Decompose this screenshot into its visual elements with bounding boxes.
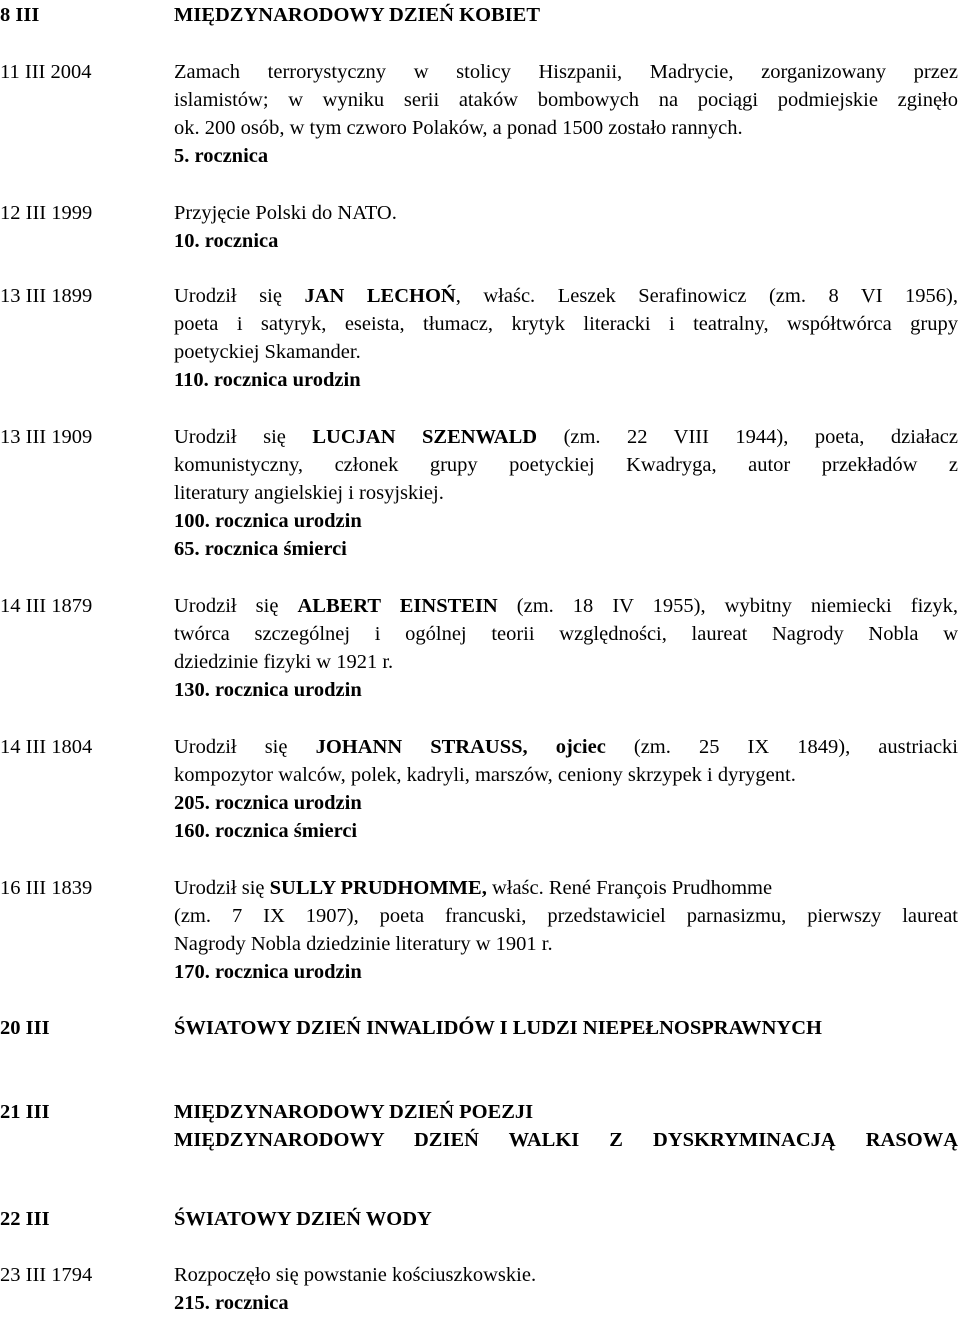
entry-text-line: Rozpoczęło się powstanie kościuszkowskie. bbox=[174, 1264, 537, 1286]
entry-date: 13 III 1909 bbox=[0, 426, 93, 448]
entry-text-line: dziedzinie fizyki w 1921 r. bbox=[174, 651, 394, 673]
entry-text-line: islamistów; w wyniku serii ataków bombowych na pociągi podmiejskie zginęło bbox=[174, 89, 958, 111]
entry-heading-second: MIĘDZYNARODOWY DZIEŃ WALKI Z DYSKRYMINACJĄ RASOWĄ bbox=[174, 1129, 958, 1151]
entry-text-line: Nagrody Nobla dziedzinie literatury w 1901 r. bbox=[174, 933, 553, 955]
entry-heading: MIĘDZYNARODOWY DZIEŃ KOBIET bbox=[174, 4, 541, 26]
person-name: SULLY PRUDHOMME, bbox=[269, 877, 487, 899]
entry-prefix: Urodził się bbox=[174, 285, 282, 307]
anniversary-label: 170. rocznica urodzin bbox=[174, 961, 362, 983]
entry-suffix: (zm. 25 IX 1849), austriacki bbox=[605, 736, 958, 758]
entry-suffix: (zm. 18 IV 1955), wybitny niemiecki fizyk, bbox=[497, 595, 958, 617]
entry-date: 16 III 1839 bbox=[0, 877, 93, 899]
person-name: ALBERT EINSTEIN bbox=[297, 595, 498, 617]
anniversary-label: 65. rocznica śmierci bbox=[174, 538, 347, 560]
entry-text-line: poeta i satyryk, eseista, tłumacz, krytyk literacki i teatralny, współtwórca grupy bbox=[174, 313, 958, 335]
entry-text-line: Przyjęcie Polski do NATO. bbox=[174, 202, 397, 224]
entry-prefix: Urodził się bbox=[174, 877, 265, 899]
person-name: LUCJAN SZENWALD bbox=[312, 426, 538, 448]
person-name: JOHANN STRAUSS, ojciec bbox=[315, 736, 606, 758]
entry-date: 8 III bbox=[0, 4, 40, 26]
anniversary-label: 100. rocznica urodzin bbox=[174, 510, 362, 532]
entry-date: 13 III 1899 bbox=[0, 285, 93, 307]
entry-text-line: Zamach terrorystyczny w stolicy Hiszpanii, Madrycie, zorganizowany przez bbox=[174, 61, 958, 83]
entry-prefix: Urodził się bbox=[174, 595, 279, 617]
entry-first-line bbox=[174, 592, 958, 620]
entry-text-line: ok. 200 osób, w tym czworo Polaków, a ponad 1500 zostało rannych. bbox=[174, 117, 743, 139]
entry-text-line: literatury angielskiej i rosyjskiej. bbox=[174, 482, 444, 504]
entry-date: 14 III 1879 bbox=[0, 595, 93, 617]
entry-prefix: Urodził się bbox=[174, 426, 286, 448]
entry-date: 14 III 1804 bbox=[0, 736, 93, 758]
anniversary-label: 110. rocznica urodzin bbox=[174, 369, 361, 391]
entry-first-line bbox=[174, 423, 958, 451]
entry-date: 20 III bbox=[0, 1017, 50, 1039]
entry-text-line: poetyckiej Skamander. bbox=[174, 341, 361, 363]
entry-date: 23 III 1794 bbox=[0, 1264, 93, 1286]
entry-heading: ŚWIATOWY DZIEŃ INWALIDÓW I LUDZI NIEPEŁNOSPRAWNYCH bbox=[174, 1017, 822, 1039]
entry-first-line bbox=[174, 874, 958, 902]
entry-heading: MIĘDZYNARODOWY DZIEŃ POEZJI bbox=[174, 1101, 534, 1123]
entry-first-line bbox=[174, 733, 958, 761]
entry-date: 12 III 1999 bbox=[0, 202, 93, 224]
anniversary-label: 130. rocznica urodzin bbox=[174, 679, 362, 701]
entry-prefix: Urodził się bbox=[174, 736, 288, 758]
entry-date: 21 III bbox=[0, 1101, 50, 1123]
entry-text-line: (zm. 7 IX 1907), poeta francuski, przedstawiciel parnasizmu, pierwszy laureat bbox=[174, 905, 958, 927]
anniversary-label: 205. rocznica urodzin bbox=[174, 792, 362, 814]
anniversary-label: 5. rocznica bbox=[174, 145, 269, 167]
entry-date: 11 III 2004 bbox=[0, 61, 92, 83]
entry-text-line: kompozytor walców, polek, kadryli, marszów, ceniony skrzypek i dyrygent. bbox=[174, 764, 796, 786]
entry-suffix: właśc. René François Prudhomme bbox=[486, 877, 773, 899]
entry-date: 22 III bbox=[0, 1208, 50, 1230]
entry-text-line: twórca szczególnej i ogólnej teorii względności, laureat Nagrody Nobla w bbox=[174, 623, 958, 645]
entry-suffix: , właśc. Leszek Serafinowicz (zm. 8 VI 1956), bbox=[455, 285, 959, 307]
person-name: JAN LECHOŃ bbox=[304, 285, 456, 307]
entry-first-line bbox=[174, 282, 958, 310]
entry-heading: ŚWIATOWY DZIEŃ WODY bbox=[174, 1208, 432, 1230]
anniversary-label: 10. rocznica bbox=[174, 230, 279, 252]
anniversary-label: 215. rocznica bbox=[174, 1292, 289, 1314]
entry-suffix: (zm. 22 VIII 1944), poeta, działacz bbox=[537, 426, 958, 448]
anniversary-label: 160. rocznica śmierci bbox=[174, 820, 358, 842]
entry-text-line: komunistyczny, członek grupy poetyckiej Kwadryga, autor przekładów z bbox=[174, 454, 958, 476]
